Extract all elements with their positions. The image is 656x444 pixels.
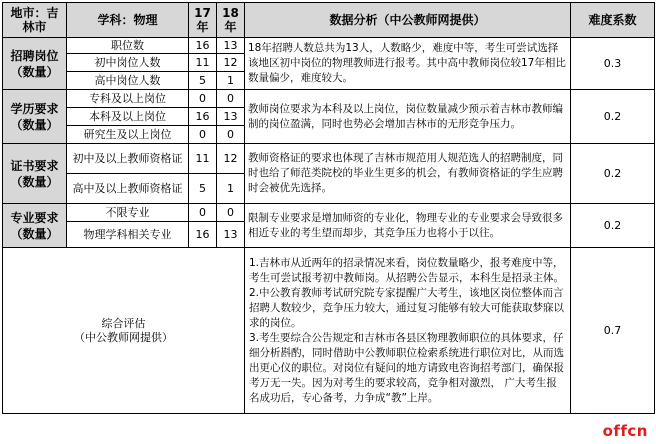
table-row <box>3 204 655 222</box>
recruitment-analysis-table <box>2 2 655 414</box>
value-17: 11 <box>189 144 217 174</box>
item-label: 物理学科相关专业 <box>67 222 189 248</box>
header-year-17: 17年 <box>189 3 217 38</box>
summary-text <box>245 248 571 414</box>
category-certificate: 证书要求（数量） <box>3 144 67 204</box>
item-label: 本科及以上岗位 <box>67 108 189 126</box>
offcn-watermark-logo: offcn <box>602 422 648 440</box>
item-label: 初中岗位人数 <box>67 54 189 72</box>
value-17: 5 <box>189 72 217 90</box>
item-label: 高中岗位人数 <box>67 72 189 90</box>
value-18: 12 <box>217 54 245 72</box>
analysis-positions: 18年招聘人数总共为13人，人数略少，难度中等，考生可尝试选择该地区初中岗位的物理教师进行报考。其中高中教师岗位较17年相比数量偏少，难度较大。 <box>245 38 571 90</box>
analysis-education: 教师岗位要求为本科及以上岗位，岗位数量减少预示着吉林市教师编制的岗位盈满，同时也势必会增加吉林市的无形竞争压力。 <box>245 90 571 144</box>
item-label: 职位数 <box>67 38 189 54</box>
difficulty-education: 0.2 <box>571 90 655 144</box>
value-18: 1 <box>217 72 245 90</box>
analysis-certificate: 教师资格证的要求也体现了吉林市规范用人规范选人的招聘制度，同时也给了师范类院校的毕业生更多的机会，有教师资格证的学生应聘时会被优先选择。 <box>245 144 571 204</box>
summary-difficulty: 0.7 <box>571 248 655 414</box>
value-17: 0 <box>189 204 217 222</box>
header-year-18: 18年 <box>217 3 245 38</box>
item-label: 高中及以上教师资格证 <box>67 174 189 204</box>
category-positions: 招聘岗位（数量） <box>3 38 67 90</box>
summary-title: 综合评估 <box>101 316 146 330</box>
difficulty-major: 0.2 <box>571 204 655 248</box>
item-label: 研究生及以上岗位 <box>67 126 189 144</box>
analysis-major: 限制专业要求是增加师资的专业化，物理专业的专业要求会导致很多相近专业的考生望而却步，其竞争压力也将小于以往。 <box>245 204 571 248</box>
summary-paragraph: 3.考生要综合公告规定和吉林市各县区物理教师职位的具体要求，仔细分析斟酌，同时借助中公教师职位检索系统进行职位对比，从而选出更心仪的职位。对岗位有疑问的地方请致电咨询招考部门，确保报考万无一失。因为对考生的要求较高，竞争相对激烈， 广大考生报名成功后，专心备考，力争成“教”上岸。 <box>249 331 564 404</box>
difficulty-certificate: 0.2 <box>571 144 655 204</box>
summary-paragraph: 1.吉林市从近两年的招录情况来看，岗位数量略少，报考难度中等，考生可尝试报考初中教师岗。从招聘公告显示，本科生是招录主体。 <box>249 256 564 284</box>
value-18: 0 <box>217 204 245 222</box>
value-18: 12 <box>217 144 245 174</box>
item-label: 初中及以上教师资格证 <box>67 144 189 174</box>
value-17: 0 <box>189 126 217 144</box>
header-row <box>3 3 655 38</box>
table-row <box>3 144 655 174</box>
summary-source: （中公教师网提供） <box>74 330 173 344</box>
header-difficulty: 难度系数 <box>571 3 655 38</box>
summary-row <box>3 248 655 414</box>
summary-label <box>3 248 245 414</box>
header-analysis: 数据分析（中公教师网提供） <box>245 3 571 38</box>
item-label: 不限专业 <box>67 204 189 222</box>
value-18: 1 <box>217 174 245 204</box>
value-18: 13 <box>217 108 245 126</box>
value-17: 5 <box>189 174 217 204</box>
value-18: 13 <box>217 38 245 54</box>
value-17: 16 <box>189 38 217 54</box>
value-18: 13 <box>217 222 245 248</box>
value-18: 0 <box>217 126 245 144</box>
value-17: 16 <box>189 108 217 126</box>
header-region: 地市：吉林市 <box>3 3 67 38</box>
value-17: 11 <box>189 54 217 72</box>
value-17: 0 <box>189 90 217 108</box>
difficulty-positions: 0.3 <box>571 38 655 90</box>
table-row <box>3 90 655 108</box>
table-row <box>3 38 655 54</box>
summary-paragraph: 2.中公教育教师考试研究院专家提醒广大考生，该地区岗位整体而言招聘人数较少，竞争压力较大，通过复习能够有较大可能获取梦寐以求的岗位。 <box>249 286 564 329</box>
item-label: 专科及以上岗位 <box>67 90 189 108</box>
header-subject: 学科：物理 <box>67 3 189 38</box>
value-17: 16 <box>189 222 217 248</box>
category-major: 专业要求（数量） <box>3 204 67 248</box>
category-education: 学历要求（数量） <box>3 90 67 144</box>
value-18: 0 <box>217 90 245 108</box>
